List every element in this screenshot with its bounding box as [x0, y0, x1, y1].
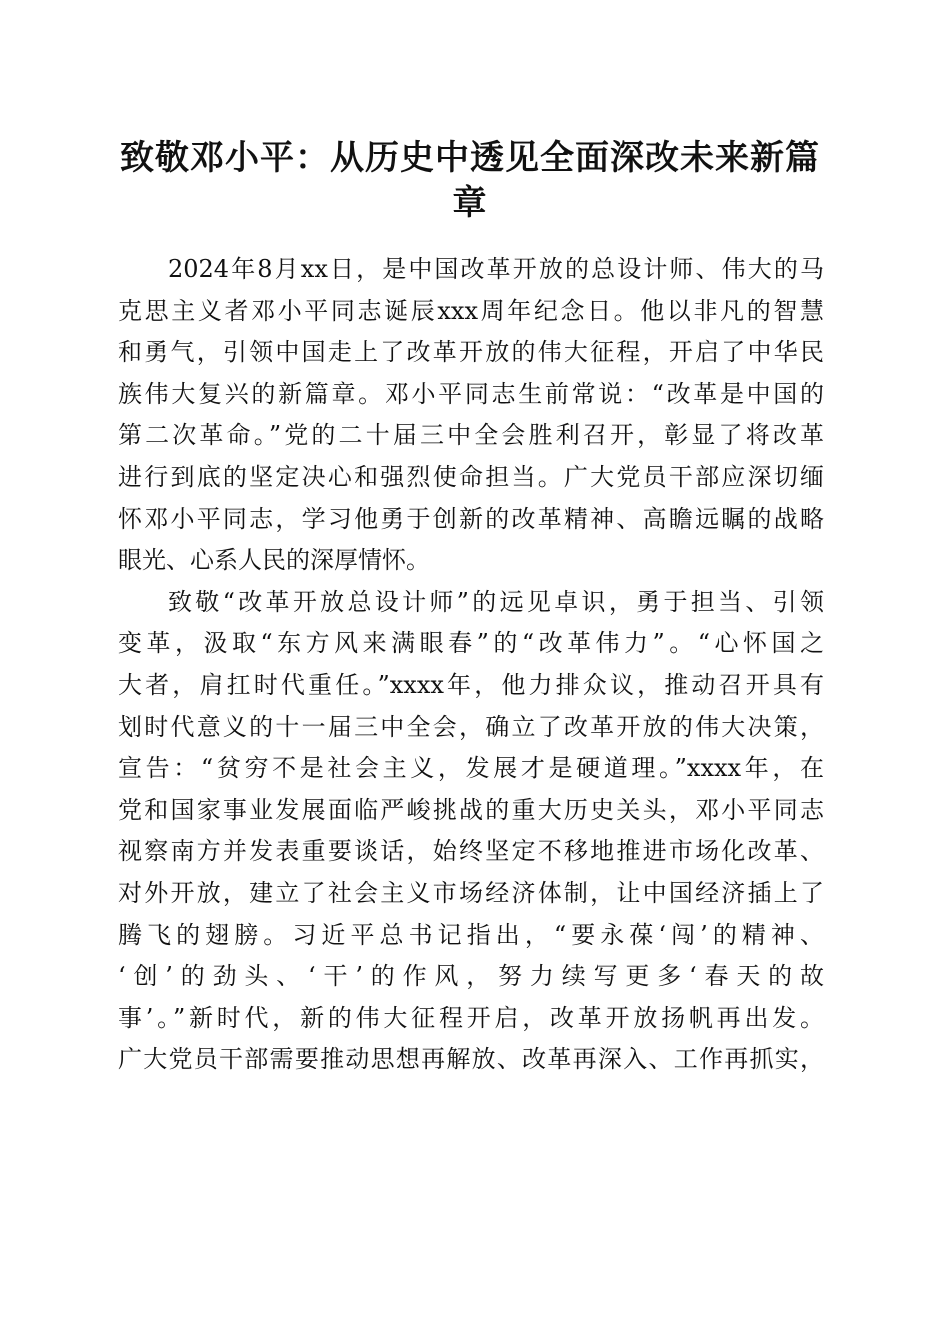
- text-line: 划时代意义的十一届三中全会，确立了改革开放的伟大决策，: [118, 712, 824, 741]
- text-line: 变革，汲取“东方风来满眼春”的“改革伟力”。“心怀国之: [118, 629, 824, 658]
- text-line: 怀邓小平同志，学习他勇于创新的改革精神、高瞻远瞩的战略: [118, 504, 824, 533]
- text-line: 党和国家事业发展面临严峻挑战的重大历史关头，邓小平同志: [118, 795, 824, 824]
- text-line: 克思主义者邓小平同志诞辰xxx周年纪念日。他以非凡的智慧: [118, 296, 824, 325]
- paragraph: [118, 249, 824, 582]
- title-line: 章: [452, 183, 488, 223]
- text-line: 第二次革命。”党的二十届三中全会胜利召开，彰显了将改革: [118, 421, 824, 450]
- text-line: ‘创’的劲头、‘干’的作风，努力续写更多‘春天的故: [118, 962, 824, 991]
- text-line: 宣告：“贫穷不是社会主义，发展才是硬道理。”xxxx年，在: [118, 754, 824, 783]
- paragraph: [118, 582, 824, 1081]
- text-line: 腾飞的翅膀。习近平总书记指出，“要永葆‘闯’的精神、: [118, 920, 824, 949]
- text-line: 大者，肩扛时代重任。”xxxx年，他力排众议，推动召开具有: [118, 670, 824, 699]
- text-line: 对外开放，建立了社会主义市场经济体制，让中国经济插上了: [118, 878, 824, 907]
- text-line: 广大党员干部需要推动思想再解放、改革再深入、工作再抓实，: [118, 1045, 824, 1074]
- text-line: 视察南方并发表重要谈话，始终坚定不移地推进市场化改革、: [118, 837, 824, 866]
- document-body: [118, 249, 824, 1081]
- text-line: 进行到底的坚定决心和强烈使命担当。广大党员干部应深切缅: [118, 462, 824, 491]
- text-line: 族伟大复兴的新篇章。邓小平同志生前常说：“改革是中国的: [118, 379, 824, 408]
- document-title: [112, 136, 828, 226]
- text-line: 致敬“改革开放总设计师”的远见卓识，勇于担当、引领: [168, 587, 824, 616]
- text-line: 眼光、心系人民的深厚情怀。: [118, 546, 430, 575]
- text-line: 2024年8月xx日，是中国改革开放的总设计师、伟大的马: [168, 255, 824, 283]
- title-line: 致敬邓小平：从历史中透见全面深改未来新篇: [120, 138, 820, 178]
- text-line: 事’。”新时代，新的伟大征程开启，改革开放扬帆再出发。: [118, 1003, 824, 1032]
- text-line: 和勇气，引领中国走上了改革开放的伟大征程，开启了中华民: [118, 338, 824, 367]
